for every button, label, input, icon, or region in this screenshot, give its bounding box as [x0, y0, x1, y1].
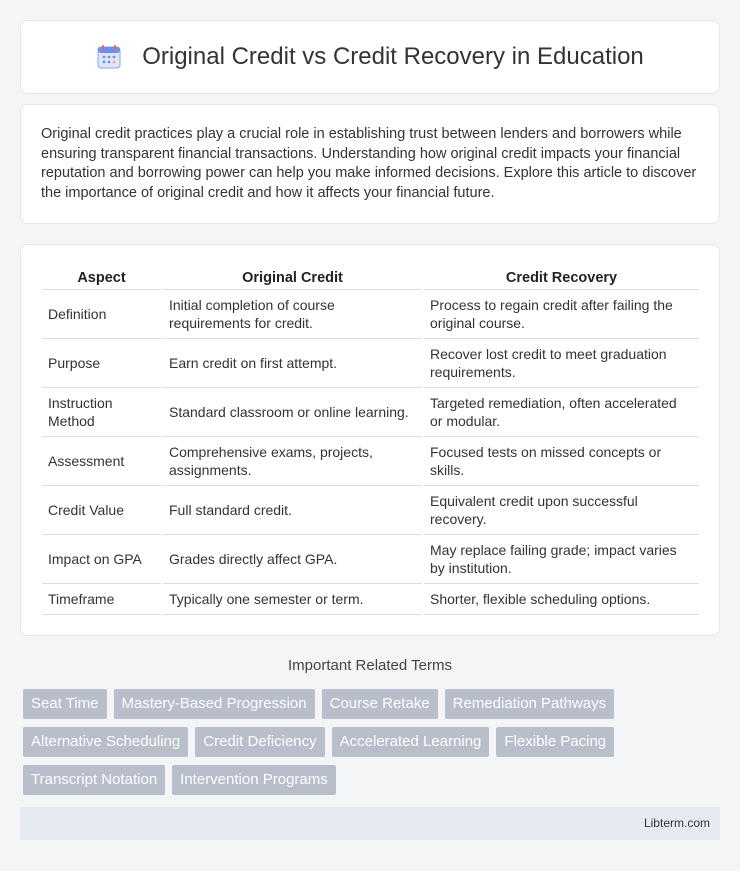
related-term-tag[interactable]: Remediation Pathways — [445, 689, 614, 719]
table-cell-original-credit: Full standard credit. — [162, 485, 423, 534]
comparison-table-card — [20, 244, 720, 636]
table-row — [42, 387, 699, 436]
footer — [20, 807, 720, 840]
column-header-credit-recovery: Credit Recovery — [423, 265, 699, 289]
intro-card — [20, 104, 720, 224]
table-cell-credit-recovery: Process to regain credit after failing the original course. — [423, 289, 699, 338]
comparison-table — [42, 265, 699, 615]
table-cell-credit-recovery: Shorter, flexible scheduling options. — [423, 583, 699, 614]
related-term-tag[interactable]: Course Retake — [322, 689, 438, 719]
intro-text: Original credit practices play a crucial role in establishing trust between lenders and borrowers while ensuring transparent financial transactions. Understanding how original credit impacts your financial reputation and borrowing power can help you make informed decisions. Explore this article to discover the importance of original credit and how it affects your financial future. — [41, 126, 697, 201]
related-term-tag[interactable]: Intervention Programs — [172, 765, 336, 795]
table-cell-aspect: Credit Value — [42, 485, 162, 534]
table-cell-credit-recovery: May replace failing grade; impact varies by institution. — [423, 534, 699, 583]
table-cell-credit-recovery: Recover lost credit to meet graduation requirements. — [423, 338, 699, 387]
related-term-tag[interactable]: Mastery-Based Progression — [114, 689, 315, 719]
related-term-tag[interactable]: Credit Deficiency — [195, 727, 324, 757]
related-term-tag[interactable]: Seat Time — [23, 689, 107, 719]
table-cell-credit-recovery: Equivalent credit upon successful recovery. — [423, 485, 699, 534]
table-header-row — [42, 265, 699, 289]
table-cell-aspect: Purpose — [42, 338, 162, 387]
related-term-tag[interactable]: Accelerated Learning — [332, 727, 490, 757]
table-cell-original-credit: Standard classroom or online learning. — [162, 387, 423, 436]
table-cell-original-credit: Comprehensive exams, projects, assignments. — [162, 436, 423, 485]
table-cell-original-credit: Initial completion of course requirements for credit. — [162, 289, 423, 338]
table-cell-original-credit: Grades directly affect GPA. — [162, 534, 423, 583]
header-card — [20, 20, 720, 94]
table-cell-original-credit: Typically one semester or term. — [162, 583, 423, 614]
calendar-icon — [96, 44, 122, 70]
related-term-tag[interactable]: Flexible Pacing — [496, 727, 614, 757]
table-row — [42, 583, 699, 614]
table-cell-aspect: Timeframe — [42, 583, 162, 614]
table-row — [42, 534, 699, 583]
column-header-original-credit: Original Credit — [162, 265, 423, 289]
related-terms-title: Important Related Terms — [288, 657, 452, 674]
table-cell-aspect: Assessment — [42, 436, 162, 485]
table-cell-aspect: Definition — [42, 289, 162, 338]
table-row — [42, 485, 699, 534]
table-cell-credit-recovery: Focused tests on missed concepts or skills. — [423, 436, 699, 485]
table-row — [42, 436, 699, 485]
table-row — [42, 338, 699, 387]
table-row — [42, 289, 699, 338]
table-cell-credit-recovery: Targeted remediation, often accelerated or modular. — [423, 387, 699, 436]
table-cell-aspect: Impact on GPA — [42, 534, 162, 583]
page-title: Original Credit vs Credit Recovery in Education — [142, 43, 644, 70]
table-cell-aspect: Instruction Method — [42, 387, 162, 436]
related-terms-list — [23, 689, 723, 795]
related-term-tag[interactable]: Alternative Scheduling — [23, 727, 188, 757]
column-header-aspect: Aspect — [42, 265, 162, 289]
footer-site-link[interactable]: Libterm.com — [643, 816, 710, 830]
table-cell-original-credit: Earn credit on first attempt. — [162, 338, 423, 387]
related-term-tag[interactable]: Transcript Notation — [23, 765, 165, 795]
